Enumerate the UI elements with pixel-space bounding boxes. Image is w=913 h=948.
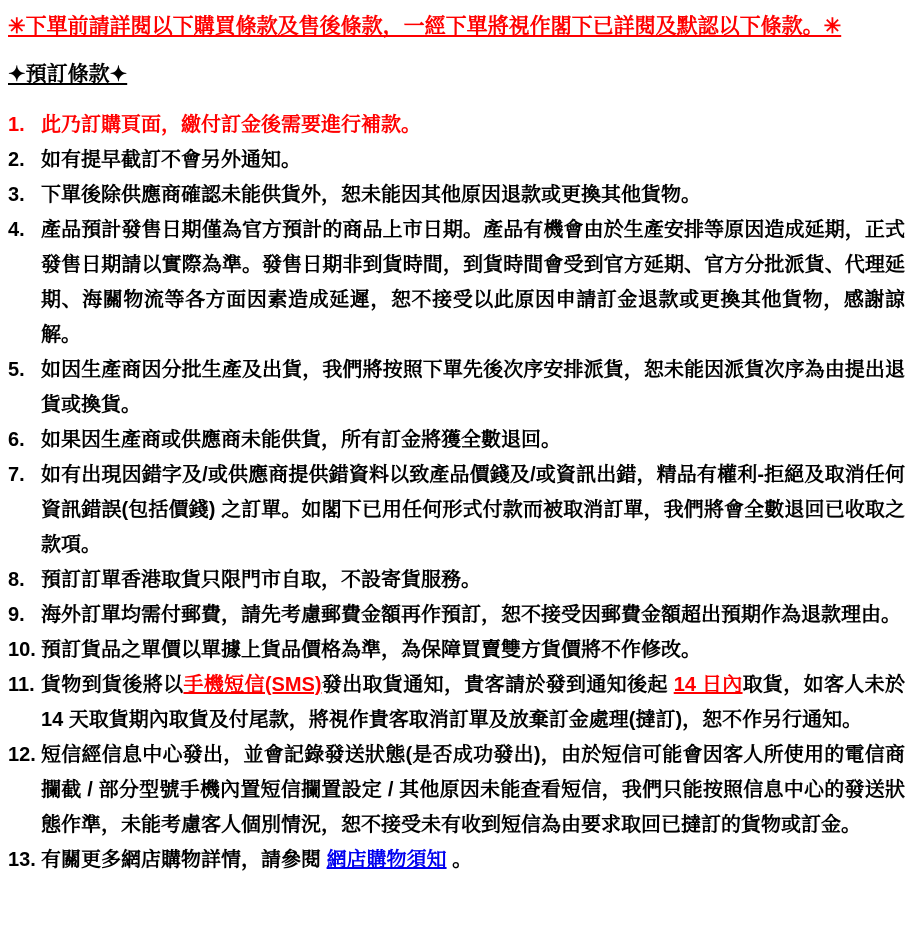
term-number: 4. — [8, 219, 25, 241]
term-text — [41, 149, 301, 171]
term-item — [8, 213, 905, 353]
term-item — [8, 563, 905, 598]
term-segment: 短信經信息中心發出，並會記錄發送狀態(是否成功發出)，由於短信可能會因客人所使用的電信商攔截 / 部分型號手機內置短信攔置設定 / 其他原因未能查看短信，我們只能按照信息中心的發送狀態作準，未能考慮客人個別情況，恕不接受未有收到短信為由要求取回已撻訂的貨物或訂金。 — [41, 744, 905, 836]
term-segment: 如因生產商因分批生產及出貨，我們將按照下單先後次序安排派貨，恕未能因派貨次序為由提出退貨或換貨。 — [41, 359, 905, 416]
term-segment: 預訂訂單香港取貨只限門市自取，不設寄貨服務。 — [41, 569, 481, 591]
term-item — [8, 178, 905, 213]
term-segment: 預訂貨品之單價以單據上貨品價格為準，為保障買賣雙方貨價將不作修改。 — [41, 639, 701, 661]
term-number: 13. — [8, 849, 36, 871]
term-segment: 此乃訂購頁面，繳付訂金後需要進行補款。 — [41, 114, 421, 136]
term-number: 6. — [8, 429, 25, 451]
term-segment: 產品預計發售日期僅為官方預計的商品上市日期。產品有機會由於生產安排等原因造成延期，正式發售日期請以實際為準。發售日期非到貨時間，到貨時間會受到官方延期、官方分批派貨、代理延期、海關物流等各方面因素造成延遲，恕不接受以此原因申請訂金退款或更換其他貨物，感謝諒解。 — [41, 219, 905, 346]
term-text — [41, 639, 701, 661]
term-segment: 發出取貨通知，貴客請於發到通知後起 — [321, 674, 674, 696]
term-segment: 下單後除供應商確認未能供貨外，恕未能因其他原因退款或更換其他貨物。 — [41, 184, 701, 206]
term-segment: 海外訂單均需付郵費，請先考慮郵費金額再作預訂，恕不接受因郵費金額超出預期作為退款理由。 — [41, 604, 901, 626]
term-segment: 如有出現因錯字及/或供應商提供錯資料以致產品價錢及/或資訊出錯，精品有權利-拒絕及取消任何資訊錯誤(包括價錢) 之訂單。如閣下已用任何形式付款而被取消訂單，我們將會全數退回已收取之款項。 — [41, 464, 905, 556]
term-number: 1. — [8, 114, 25, 136]
term-number: 12. — [8, 744, 36, 766]
term-number: 2. — [8, 149, 25, 171]
term-segment: 貨物到貨後將以 — [41, 674, 184, 696]
term-text — [41, 184, 701, 206]
term-number: 9. — [8, 604, 25, 626]
term-text — [41, 744, 905, 836]
shop-guide-link[interactable]: 網店購物須知 — [326, 849, 447, 871]
term-segment: 有關更多網店購物詳情，請參閱 — [41, 849, 327, 871]
terms-list — [8, 108, 905, 878]
term-segment: 14 日內 — [673, 674, 743, 696]
term-number: 7. — [8, 464, 25, 486]
term-text — [41, 219, 905, 346]
term-text — [41, 674, 905, 731]
term-text — [41, 604, 901, 626]
term-segment: 手機短信(SMS) — [183, 674, 322, 696]
term-text — [41, 464, 905, 556]
term-number: 3. — [8, 184, 25, 206]
term-text — [41, 114, 421, 136]
term-segment: 取貨，如客人未於 14 天取貨期內取貨及付尾款，將視作貴客取消訂單及放棄訂金處理(撻訂)，恕不作另行通知。 — [41, 674, 906, 731]
term-number: 11. — [8, 674, 35, 696]
term-number: 10. — [8, 639, 36, 661]
term-item — [8, 353, 905, 423]
term-number: 5. — [8, 359, 25, 381]
purchase-notice-banner: ✳下單前請詳閱以下購買條款及售後條款，一經下單將視作閣下已詳閱及默認以下條款。✳ — [8, 15, 842, 38]
term-item — [8, 598, 905, 633]
term-text — [41, 429, 561, 451]
term-segment: 如有提早截訂不會另外通知。 — [41, 149, 301, 171]
term-number: 8. — [8, 569, 25, 591]
term-item — [8, 633, 905, 668]
term-item — [8, 143, 905, 178]
term-item — [8, 108, 905, 143]
term-text — [41, 359, 905, 416]
term-text — [41, 569, 481, 591]
term-item — [8, 668, 905, 738]
term-text — [41, 849, 472, 871]
term-item — [8, 738, 905, 843]
term-item — [8, 423, 905, 458]
term-segment: 。 — [446, 849, 473, 871]
term-item — [8, 843, 905, 878]
term-item — [8, 458, 905, 563]
term-segment: 如果因生產商或供應商未能供貨，所有訂金將獲全數退回。 — [41, 429, 561, 451]
section-title-preorder-terms: ✦預訂條款✦ — [8, 63, 128, 86]
